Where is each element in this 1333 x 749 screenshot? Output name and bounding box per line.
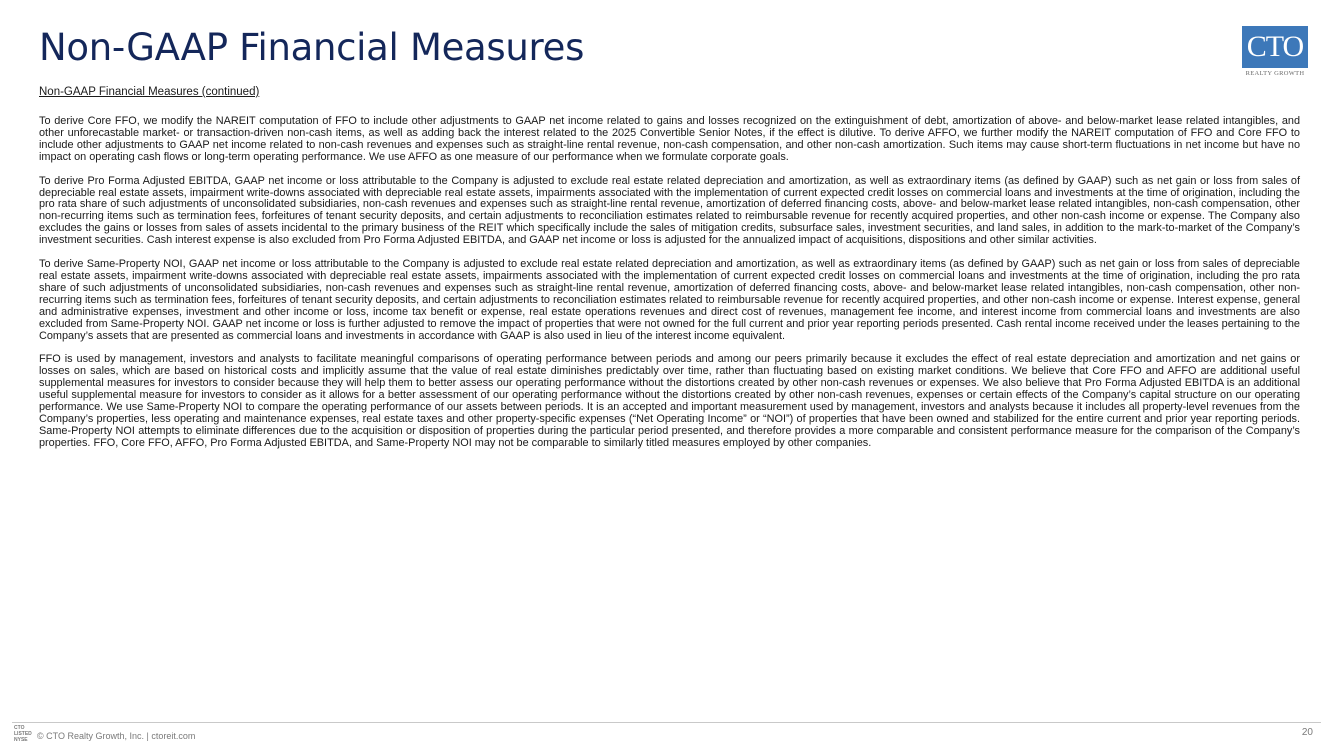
logo-wordmark: CTO — [1242, 26, 1308, 68]
paragraph-core-ffo: To derive Core FFO, we modify the NAREIT computation of FFO to include other adjustments to GAAP net income related to gains and losses recognized on the extinguishment of debt, amortization of above- and below-market lease related intangibles, and other unforecastable market- or transaction-driven non-cash items, as well as adding back the interest related to the 2025 Convertible Senior Notes, if the effect is dilutive. To derive AFFO, we further modify the NAREIT computation of FFO and Core FFO to include other adjustments to GAAP net income related to non-cash revenues and expenses such as straight-line rental revenue, non-cash compensation, and other non-cash amortization. Such items may cause short-term fluctuations in net income but have no impact on operating cash flows or long-term operating performance. We use AFFO as one measure of our performance when we formulate corporate goals. — [39, 115, 1300, 163]
logo-tagline: REALTY GROWTH — [1245, 70, 1305, 77]
footer-logo-mark — [14, 725, 32, 743]
footer-mark-line: LISTED — [14, 731, 32, 737]
body-text — [39, 116, 1300, 462]
footer-copyright: © CTO Realty Growth, Inc. | ctoreit.com — [37, 731, 196, 741]
page-number: 20 — [1301, 727, 1313, 738]
paragraph-same-property-noi: To derive Same-Property NOI, GAAP net income or loss attributable to the Company is adjusted to exclude real estate related depreciation and amortization, as well as extraordinary items (as defined by GAAP) such as net gain or loss from sales of depreciable real estate assets, impairment write-downs associated with depreciable real estate assets, impairments associated with the implementation of current expected credit losses on commercial loans and investments at the time of origination, including the pro rata share of such adjustments of unconsolidated subsidiaries, non-cash revenues and expenses such as straight-line rental revenue, amortization of deferred financing costs, above- and below-market lease related intangibles, non-cash compensation, other non-recurring items such as termination fees, forfeitures of tenant security deposits, and certain adjustments to reconciliation estimates related to reimbursable revenue for recently acquired properties, and other non-cash income or expense. Interest expense, general and administrative expenses, investment and other income or loss, income tax benefit or expense, real estate operations revenues and direct cost of revenues, management fee income, and interest income from commercial loans and investments are also excluded from Same-Property NOI. GAAP net income or loss is further adjusted to remove the impact of properties that were not owned for the full current and prior year reporting periods presented. Cash rental income received under the leases pertaining to the Company’s assets that are presented as commercial loans and investments in accordance with GAAP is also used in lieu of the interest income equivalent. — [39, 258, 1300, 342]
footer-mark-line: NYSE — [14, 737, 28, 743]
footer-mark-line: CTO — [14, 725, 25, 731]
section-subtitle: Non-GAAP Financial Measures (continued) — [39, 86, 260, 98]
paragraph-pro-forma-ebitda: To derive Pro Forma Adjusted EBITDA, GAAP net income or loss attributable to the Company is adjusted to exclude real estate related depreciation and amortization, as well as extraordinary items (as defined by GAAP) such as net gain or loss from sales of depreciable real estate assets, impairment write-downs associated with depreciable real estate assets, impairments associated with the implementation of current expected credit losses on commercial loans and investments at the time of origination, including the pro rata share of such adjustments of unconsolidated subsidiaries, non-cash revenues and expenses such as straight-line rental revenue, amortization of deferred financing costs, above- and below-market lease related intangibles, non-cash compensation, other non-recurring items such as termination fees, forfeitures of tenant security deposits, and certain adjustments to reconciliation estimates related to reimbursable revenue for recently acquired properties, and other non-cash income or expense. The Company also excludes the gains or losses from sales of assets incidental to the primary business of the REIT which specifically include the sales of mitigation credits, subsurface sales, investment securities, and land sales, in addition to the mark-to-market of the Company’s investment securities. Cash interest expense is also excluded from Pro Forma Adjusted EBITDA, and GAAP net income or loss is adjusted for the annualized impact of acquisitions, dispositions and other similar activities. — [39, 174, 1300, 247]
footer-divider — [12, 722, 1321, 723]
page-title: Non-GAAP Financial Measures — [39, 26, 585, 69]
company-logo — [1242, 26, 1308, 77]
paragraph-ffo-usage: FFO is used by management, investors and analysts to facilitate meaningful comparisons of operating performance between periods and among our peers primarily because it excludes the effect of real estate depreciation and amortization and net gains or losses on sales, which are based on historical costs and implicitly assume that the value of real estate diminishes predictably over time, rather than fluctuating based on existing market conditions. We believe that Core FFO and AFFO are additional useful supplemental measures for investors to consider because they will help them to better assess our operating performance without the distortions created by other non-cash revenues or expenses. We also believe that Pro Forma Adjusted EBITDA is an additional useful supplemental measure for investors to consider as it allows for a better assessment of our operating performance without the distortions created by other non-cash revenues, expenses or certain effects of the Company’s capital structure on our operating performance. We use Same-Property NOI to compare the operating performance of our assets between periods. It is an accepted and important measurement used by management, investors and analysts because it includes all property-level revenues from the Company’s properties, less operating and maintenance expenses, real estate taxes and other property-specific expenses (“Net Operating Income” or “NOI”) of properties that have been owned and stabilized for the entire current and prior year reporting periods. Same-Property NOI attempts to eliminate differences due to the acquisition or disposition of properties during the particular period presented, and therefore provides a more comparable and consistent performance measure for the comparison of the Company’s properties. FFO, Core FFO, AFFO, Pro Forma Adjusted EBITDA, and Same-Property NOI may not be comparable to similarly titled measures employed by other companies. — [39, 353, 1300, 449]
